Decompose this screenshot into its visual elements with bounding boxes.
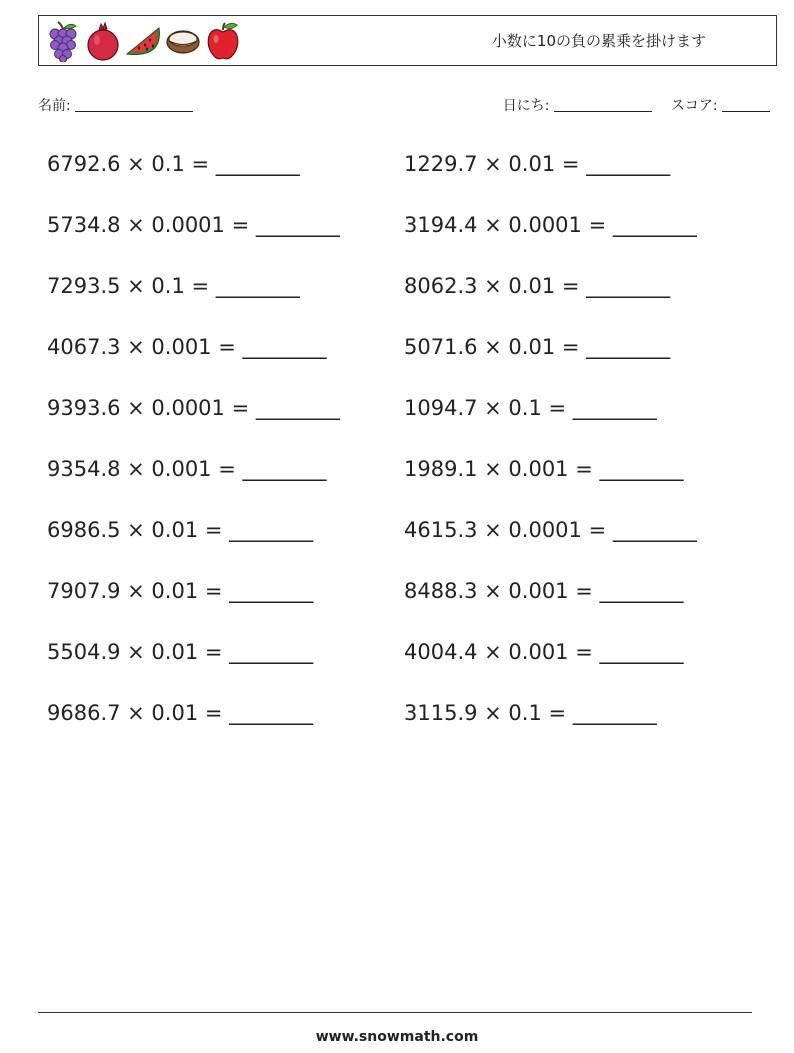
problem-item: 9354.8 × 0.001 = ________ — [47, 457, 327, 481]
problem-item: 1094.7 × 0.1 = ________ — [404, 396, 657, 420]
problem-item: 3115.9 × 0.1 = ________ — [404, 701, 657, 725]
problem-item: 1229.7 × 0.01 = ________ — [404, 152, 671, 176]
problem-item: 6986.5 × 0.01 = ________ — [47, 518, 314, 542]
footer-divider — [38, 1012, 752, 1013]
problem-item: 1989.1 × 0.001 = ________ — [404, 457, 684, 481]
problem-item: 5071.6 × 0.01 = ________ — [404, 335, 671, 359]
problem-item: 7293.5 × 0.1 = ________ — [47, 274, 300, 298]
problem-item: 3194.4 × 0.0001 = ________ — [404, 213, 697, 237]
score-blank[interactable] — [722, 99, 770, 112]
name-field — [38, 95, 193, 115]
problem-item: 4615.3 × 0.0001 = ________ — [404, 518, 697, 542]
fruit-icons-row — [45, 20, 241, 62]
problem-item: 8488.3 × 0.001 = ________ — [404, 579, 684, 603]
name-blank[interactable] — [75, 99, 193, 112]
coconut-icon — [165, 20, 201, 62]
date-blank[interactable] — [554, 99, 652, 112]
problem-item: 9686.7 × 0.01 = ________ — [47, 701, 314, 725]
pomegranate-icon — [85, 20, 121, 62]
problem-item: 5504.9 × 0.01 = ________ — [47, 640, 314, 664]
footer-url[interactable]: www.snowmath.com — [315, 1029, 479, 1045]
problem-item: 9393.6 × 0.0001 = ________ — [47, 396, 340, 420]
problem-item: 5734.8 × 0.0001 = ________ — [47, 213, 340, 237]
problem-item: 4067.3 × 0.001 = ________ — [47, 335, 327, 359]
worksheet-header — [38, 15, 777, 66]
name-label: 名前: — [38, 98, 71, 114]
worksheet-title: 小数に10の負の累乗を掛けます — [491, 32, 706, 50]
grape-icon — [45, 20, 81, 62]
problem-item: 6792.6 × 0.1 = ________ — [47, 152, 300, 176]
watermelon-icon — [125, 20, 161, 62]
score-label: スコア: — [670, 98, 718, 114]
problem-item: 7907.9 × 0.01 = ________ — [47, 579, 314, 603]
apple-icon — [205, 20, 241, 62]
problem-item: 8062.3 × 0.01 = ________ — [404, 274, 671, 298]
date-label: 日にち: — [502, 98, 550, 114]
problem-grid — [47, 144, 767, 754]
problem-item: 4004.4 × 0.001 = ________ — [404, 640, 684, 664]
date-score-fields — [503, 95, 770, 115]
